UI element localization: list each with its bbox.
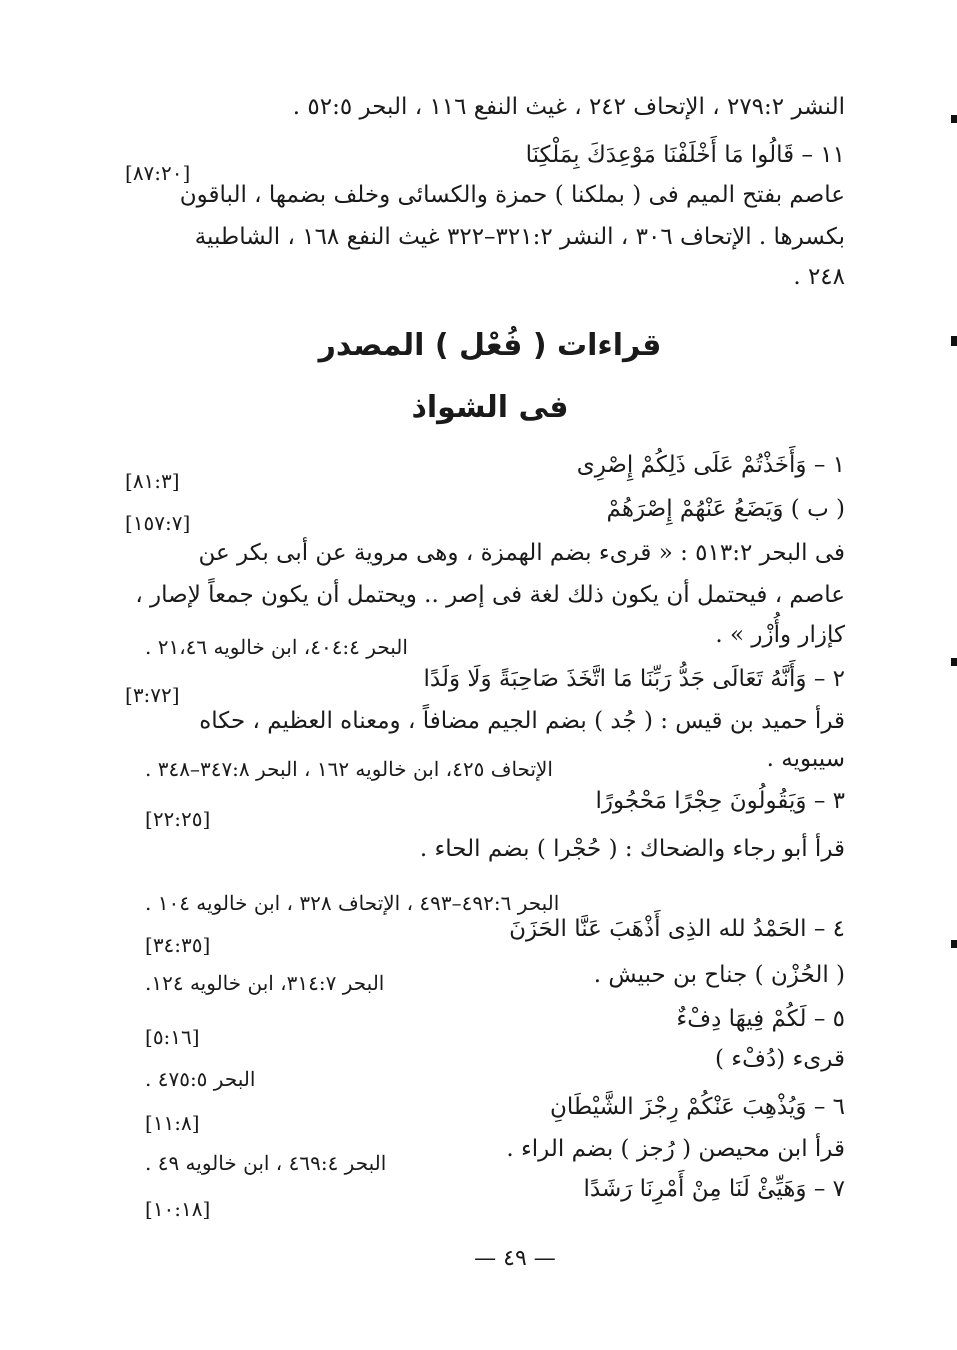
item-5-text: قرىء (دُفْء ) (715, 1046, 845, 1072)
verse-2-ref: [٣:٧٢] (125, 683, 180, 707)
verse-4-ref: [٣٤:٣٥] (145, 933, 211, 957)
item-1-text: عاصم ، فيحتمل أن يكون ذلك لغة فى إصر .. ويحتمل أن يكون جمعاً لإصار ، (135, 582, 845, 608)
verse-3-ref: [٢٢:٢٥] (145, 807, 211, 831)
verse-3: ٣ – وَيَقُولُونَ حِجْرًا مَحْجُورًا (595, 788, 845, 814)
item-2-text: قرأ حميد بن قيس : ( جُد ) بضم الجيم مضافاً ، ومعناه العظيم ، حكاه (199, 708, 845, 734)
verse-6-ref: [١١:٨] (145, 1111, 200, 1135)
item-1-text: فى البحر ٥١٣:٢ : « قرىء بضم الهمزة ، وهى مروية عن أبى بكر عن (198, 540, 845, 566)
verse-11-ref: [٨٧:٢٠] (125, 161, 191, 185)
verse-11: ١١ – قَالُوا مَا أَخْلَفْنَا مَوْعِدَكَ بِمَلْكِنَا (525, 142, 845, 168)
item-2-text: سيبويه . (766, 746, 845, 772)
verse-4: ٤ – الحَمْدُ لله الذِى أَذْهَبَ عَنَّا الحَزَنَ (509, 916, 845, 942)
top-text-line: عاصم بفتح الميم فى ( بملكنا ) حمزة والكسائى وخلف بضمها ، الباقون (179, 182, 845, 208)
section-subtitle: فى الشواذ (411, 390, 569, 425)
verse-1b: ( ب ) وَيَضَعُ عَنْهُمْ إِصْرَهُمْ (606, 496, 845, 522)
verse-1b-ref: [١٥٧:٧] (125, 511, 191, 535)
item-1-text: كإزار وأُزْر » . (715, 622, 845, 648)
item-5-source: البحر ٤٧٥:٥ . (145, 1067, 256, 1091)
edge-mark (951, 658, 957, 666)
item-3-source: البحر ٤٩٢:٦–٤٩٣ ، الإتحاف ٣٢٨ ، ابن خالويه ١٠٤ . (145, 891, 560, 915)
edge-mark (951, 115, 957, 123)
item-6-text: قرأ ابن محيصن ( رُجز ) بضم الراء . (506, 1136, 845, 1162)
verse-7: ٧ – وَهَيِّئْ لَنَا مِنْ أَمْرِنَا رَشَدًا (583, 1176, 845, 1202)
verse-7-ref: [١٠:١٨] (145, 1197, 211, 1221)
edge-mark (951, 940, 957, 948)
section-title: قراءات ( فُعْل ) المصدر (318, 328, 662, 363)
top-source-line: النشر ٢٧٩:٢ ، الإتحاف ٢٤٢ ، غيث النفع ١١٦ ، البحر ٥٢:٥ . (292, 94, 845, 120)
item-4-source: البحر ٣١٤:٧، ابن خالويه ١٢٤. (145, 971, 385, 995)
item-4-text: ( الحُزْن ) جناح بن حبيش . (593, 962, 845, 988)
item-1-source: البحر ٤٠٤:٤، ابن خالويه ٢١،٤٦ . (145, 635, 408, 659)
top-text-line: ٢٤٨ . (793, 264, 845, 290)
verse-6: ٦ – وَيُذْهِبَ عَنْكُمْ رِجْزَ الشَّيْطَانِ (549, 1094, 845, 1120)
item-2-source: الإتحاف ٤٢٥، ابن خالويه ١٦٢ ، البحر ٣٤٧:٨–٣٤٨ . (145, 757, 553, 781)
page-number: — ٤٩ — (474, 1246, 556, 1271)
item-3-text: قرأ أبو رجاء والضحاك : ( حُجْرا ) بضم الحاء . (419, 836, 845, 862)
verse-5: ٥ – لَكُمْ فِيهَا دِفْءٌ (676, 1006, 845, 1032)
verse-2: ٢ – وَأَنَّهُ تَعَالَى جَدُّ رَبِّنَا مَا اتَّخَذَ صَاحِبَةً وَلَا وَلَدًا (423, 666, 845, 692)
edge-mark (951, 336, 957, 346)
item-6-source: البحر ٤٦٩:٤ ، ابن خالويه ٤٩ . (145, 1151, 387, 1175)
verse-5-ref: [٥:١٦] (145, 1025, 200, 1049)
top-text-line: بكسرها . الإتحاف ٣٠٦ ، النشر ٣٢١:٢–٣٢٢ غيث النفع ١٦٨ ، الشاطبية (194, 224, 845, 250)
verse-1-ref: [٨١:٣] (125, 469, 180, 493)
verse-1: ١ – وَأَخَذْتُمْ عَلَى ذَلِكُمْ إِصْرِى (576, 452, 845, 478)
